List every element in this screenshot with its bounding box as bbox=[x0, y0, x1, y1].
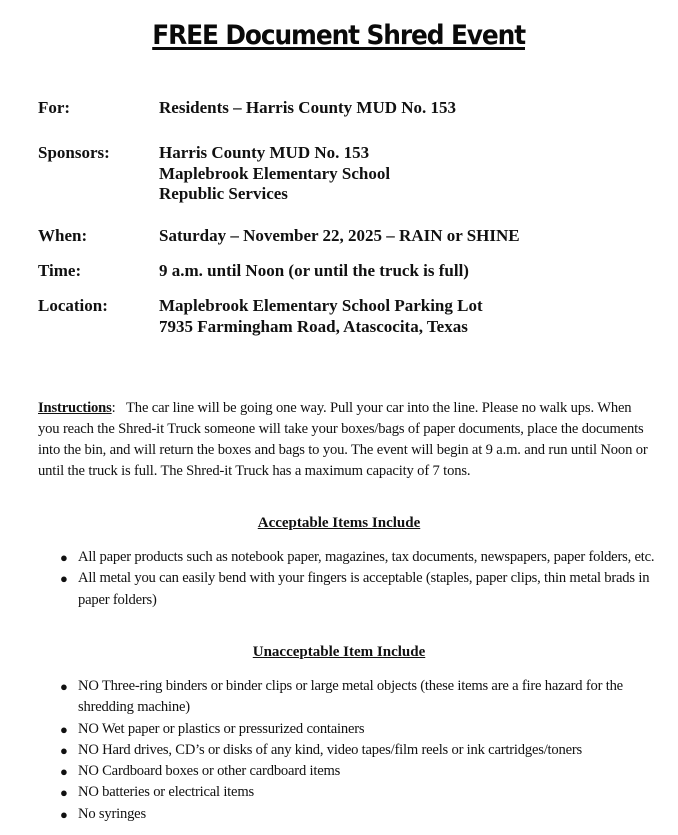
list-item bbox=[0, 804, 660, 825]
acceptable-items-list bbox=[0, 547, 660, 611]
detail-value: Residents – Harris County MUD No. 153 bbox=[159, 98, 457, 117]
bullet-icon: ● bbox=[60, 679, 68, 694]
list-item-text: No syringes bbox=[78, 805, 146, 822]
bullet-icon: ● bbox=[60, 721, 68, 737]
list-item-text: NO Three-ring binders or binder clips or large metal objects (these items are a fire hazard for the shredding machine) bbox=[78, 678, 623, 716]
list-item bbox=[0, 547, 660, 568]
instructions-separator: : bbox=[111, 400, 116, 416]
detail-value: Harris County MUD No. 153 bbox=[159, 143, 370, 162]
list-item-text: All paper products such as notebook paper, magazines, tax documents, newspapers, paper folders, etc. bbox=[78, 549, 655, 565]
detail-value: Republic Services bbox=[159, 184, 288, 203]
list-item-text: All metal you can easily bend with your fingers is acceptable (staples, paper clips, thin metal brads in paper folders) bbox=[78, 570, 650, 608]
list-item bbox=[0, 719, 660, 740]
detail-label-when: When: bbox=[38, 226, 88, 245]
detail-label-time: Time: bbox=[38, 261, 82, 280]
list-item bbox=[0, 568, 660, 611]
detail-value: 9 a.m. until Noon (or until the truck is full) bbox=[159, 261, 469, 280]
bullet-icon: ● bbox=[60, 742, 68, 758]
bullet-icon: ● bbox=[60, 764, 68, 780]
instructions-label: Instructions bbox=[38, 400, 112, 416]
instructions-paragraph bbox=[38, 398, 648, 482]
bullet-icon: ● bbox=[60, 785, 68, 801]
document-title-container bbox=[0, 20, 678, 51]
detail-value: 7935 Farmingham Road, Atascocita, Texas bbox=[159, 316, 468, 336]
document-title: FREE Document Shred Event bbox=[152, 20, 526, 51]
detail-values-when bbox=[159, 225, 520, 246]
list-item bbox=[0, 676, 660, 719]
list-item-text: NO Hard drives, CD’s or disks of any kind, video tapes/film reels or ink cartridges/toners bbox=[78, 741, 583, 758]
list-item-text: NO Wet paper or plastics or pressurized containers bbox=[78, 720, 365, 737]
detail-values-location bbox=[159, 295, 483, 336]
bullet-icon: ● bbox=[60, 806, 68, 822]
instructions-text: The car line will be going one way. Pull your car into the line. Please no walk ups. When you reach the Shred-it Truck someone will take your boxes/bags of paper documents, place the documents into the bin, and will return the boxes and bags to you. The event will begin at 9 a.m. and run until Noon or until the truck is full. The Shred-it Truck has a maximum capacity of 7 tons. bbox=[38, 400, 648, 479]
detail-value: Saturday – November 22, 2025 – RAIN or SHINE bbox=[159, 226, 520, 245]
unacceptable-heading: Unacceptable Item Include bbox=[252, 644, 426, 660]
detail-values-for bbox=[159, 97, 456, 118]
list-item bbox=[0, 761, 660, 782]
list-item bbox=[0, 782, 660, 803]
detail-label-sponsors: Sponsors: bbox=[38, 143, 110, 162]
detail-values-sponsors bbox=[159, 142, 390, 204]
detail-label-for: For: bbox=[38, 98, 71, 117]
detail-label-location: Location: bbox=[38, 296, 108, 315]
unacceptable-items-list bbox=[0, 676, 660, 825]
bullet-icon: ● bbox=[60, 571, 68, 587]
list-item-text: NO batteries or electrical items bbox=[78, 784, 254, 801]
detail-values-time bbox=[159, 260, 469, 281]
bullet-icon: ● bbox=[60, 550, 68, 565]
detail-value: Maplebrook Elementary School Parking Lot bbox=[159, 296, 483, 315]
detail-value: Maplebrook Elementary School bbox=[159, 163, 391, 183]
list-item-text: NO Cardboard boxes or other cardboard items bbox=[78, 763, 341, 780]
acceptable-heading: Acceptable Items Include bbox=[257, 515, 421, 531]
list-item bbox=[0, 740, 660, 761]
